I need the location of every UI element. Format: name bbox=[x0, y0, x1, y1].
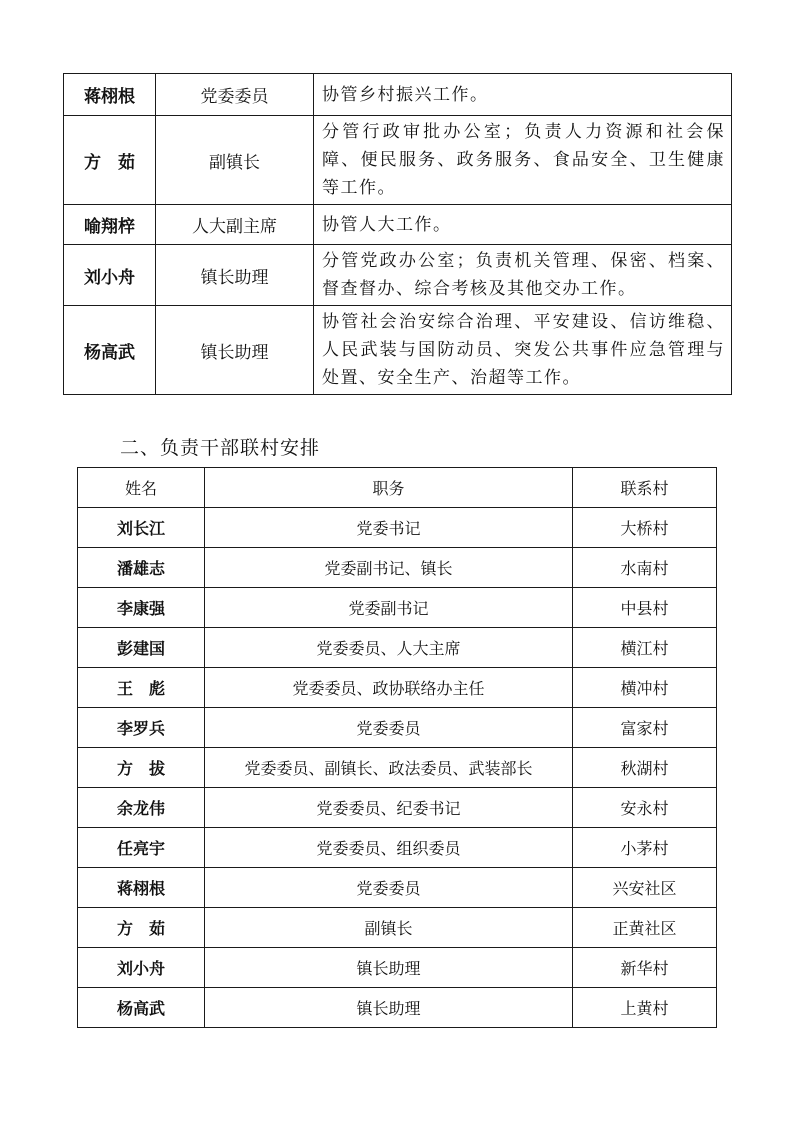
table-row bbox=[78, 988, 717, 1028]
table-row bbox=[78, 948, 717, 988]
table-row bbox=[64, 245, 732, 306]
official-name: 刘小舟 bbox=[64, 245, 156, 306]
header-position: 职务 bbox=[205, 468, 573, 508]
official-duty: 协管人大工作。 bbox=[314, 205, 732, 245]
table-row bbox=[64, 74, 732, 116]
cadre-position: 镇长助理 bbox=[205, 948, 573, 988]
official-position: 副镇长 bbox=[156, 116, 314, 205]
cadre-name: 李罗兵 bbox=[78, 708, 205, 748]
linked-village: 富家村 bbox=[573, 708, 717, 748]
header-name: 姓名 bbox=[78, 468, 205, 508]
cadre-name: 任亮宇 bbox=[78, 828, 205, 868]
official-duty: 协管社会治安综合治理、平安建设、信访维稳、人民武装与国防动员、突发公共事件应急管理与处置、安全生产、治超等工作。 bbox=[314, 306, 732, 395]
table-row bbox=[78, 788, 717, 828]
cadre-name: 李康强 bbox=[78, 588, 205, 628]
cadre-position: 党委委员、纪委书记 bbox=[205, 788, 573, 828]
cadre-position: 党委委员 bbox=[205, 868, 573, 908]
official-position: 党委委员 bbox=[156, 74, 314, 116]
official-position: 镇长助理 bbox=[156, 306, 314, 395]
table-header-row bbox=[78, 468, 717, 508]
cadre-name: 刘长江 bbox=[78, 508, 205, 548]
table-row bbox=[78, 708, 717, 748]
table-row bbox=[78, 868, 717, 908]
table-row bbox=[64, 306, 732, 395]
official-name: 杨高武 bbox=[64, 306, 156, 395]
official-name: 方 茹 bbox=[64, 116, 156, 205]
linked-village: 上黄村 bbox=[573, 988, 717, 1028]
linked-village: 正黄社区 bbox=[573, 908, 717, 948]
linked-village: 兴安社区 bbox=[573, 868, 717, 908]
linked-village: 中县村 bbox=[573, 588, 717, 628]
linked-village: 小茅村 bbox=[573, 828, 717, 868]
duties-table bbox=[63, 73, 732, 395]
liaison-table bbox=[77, 467, 717, 1028]
official-name: 喻翔梓 bbox=[64, 205, 156, 245]
table-row bbox=[78, 908, 717, 948]
cadre-position: 党委委员、政协联络办主任 bbox=[205, 668, 573, 708]
table-row bbox=[78, 748, 717, 788]
cadre-name: 王 彪 bbox=[78, 668, 205, 708]
official-name: 蒋栩根 bbox=[64, 74, 156, 116]
official-duty: 协管乡村振兴工作。 bbox=[314, 74, 732, 116]
official-position: 人大副主席 bbox=[156, 205, 314, 245]
cadre-position: 党委书记 bbox=[205, 508, 573, 548]
table-row bbox=[78, 508, 717, 548]
cadre-position: 党委委员、组织委员 bbox=[205, 828, 573, 868]
table-row bbox=[64, 205, 732, 245]
official-duty: 分管党政办公室；负责机关管理、保密、档案、督查督办、综合考核及其他交办工作。 bbox=[314, 245, 732, 306]
table-row bbox=[78, 588, 717, 628]
cadre-position: 党委委员、副镇长、政法委员、武装部长 bbox=[205, 748, 573, 788]
cadre-name: 方 茹 bbox=[78, 908, 205, 948]
cadre-position: 党委委员、人大主席 bbox=[205, 628, 573, 668]
table-row bbox=[78, 668, 717, 708]
linked-village: 新华村 bbox=[573, 948, 717, 988]
cadre-position: 党委副书记 bbox=[205, 588, 573, 628]
cadre-name: 彭建国 bbox=[78, 628, 205, 668]
table-row bbox=[78, 548, 717, 588]
section-heading: 二、负责干部联村安排 bbox=[120, 437, 321, 459]
cadre-position: 党委副书记、镇长 bbox=[205, 548, 573, 588]
cadre-position: 党委委员 bbox=[205, 708, 573, 748]
cadre-position: 镇长助理 bbox=[205, 988, 573, 1028]
linked-village: 横江村 bbox=[573, 628, 717, 668]
linked-village: 大桥村 bbox=[573, 508, 717, 548]
cadre-name: 潘雄志 bbox=[78, 548, 205, 588]
cadre-name: 杨高武 bbox=[78, 988, 205, 1028]
cadre-name: 余龙伟 bbox=[78, 788, 205, 828]
linked-village: 安永村 bbox=[573, 788, 717, 828]
cadre-name: 刘小舟 bbox=[78, 948, 205, 988]
official-duty: 分管行政审批办公室；负责人力资源和社会保障、便民服务、政务服务、食品安全、卫生健康等工作。 bbox=[314, 116, 732, 205]
cadre-position: 副镇长 bbox=[205, 908, 573, 948]
cadre-name: 方 拔 bbox=[78, 748, 205, 788]
linked-village: 横冲村 bbox=[573, 668, 717, 708]
table-row bbox=[78, 628, 717, 668]
table-row bbox=[64, 116, 732, 205]
table-row bbox=[78, 828, 717, 868]
linked-village: 秋湖村 bbox=[573, 748, 717, 788]
header-village: 联系村 bbox=[573, 468, 717, 508]
official-position: 镇长助理 bbox=[156, 245, 314, 306]
linked-village: 水南村 bbox=[573, 548, 717, 588]
cadre-name: 蒋栩根 bbox=[78, 868, 205, 908]
